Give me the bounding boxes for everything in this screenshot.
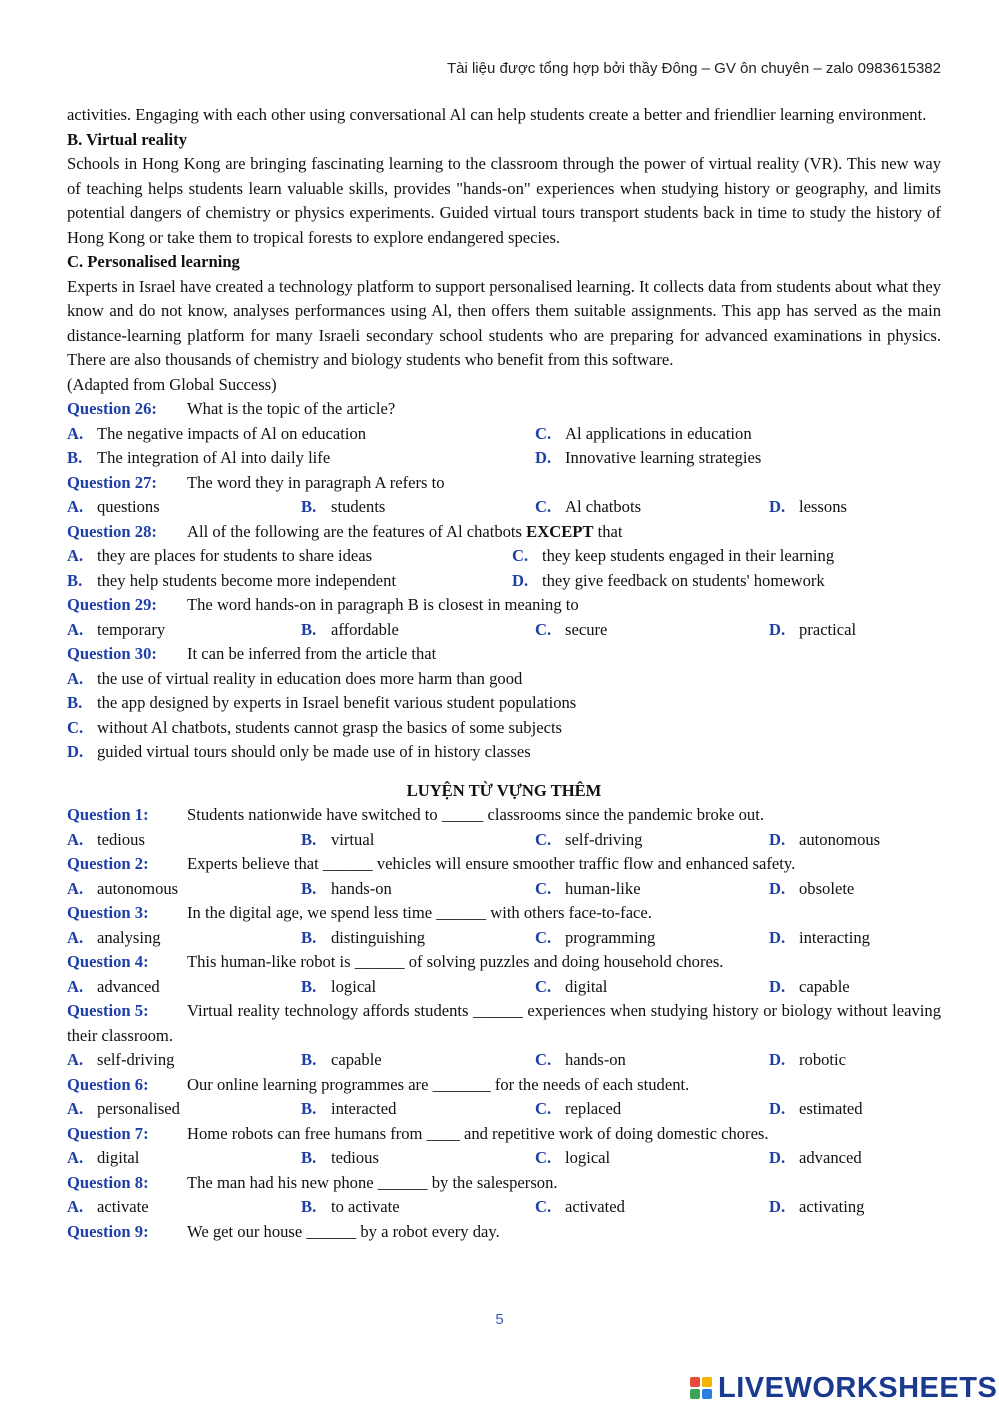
vocab-question-4 (67, 950, 941, 975)
document-body (67, 103, 941, 1244)
question-label: Question 7: (67, 1123, 149, 1143)
question-28 (67, 520, 941, 545)
question-text: The word hands-on in paragraph B is closest in meaning to (187, 595, 579, 614)
question-text: Experts believe that ______ vehicles will ensure smoother traffic flow and enhanced safety. (187, 854, 796, 873)
option-c[interactable]: C. digital (535, 976, 608, 996)
vocab-question-7 (67, 1122, 941, 1147)
option-a[interactable]: A. analysing (67, 927, 161, 947)
options-row (67, 828, 941, 853)
option-d[interactable]: D. activating (769, 1197, 865, 1216)
option-b[interactable]: B. distinguishing (301, 927, 426, 947)
option-b[interactable]: B. they help students become more independent (67, 570, 397, 590)
question-text: All of the following are the features of Al chatbots EXCEPT that (187, 521, 623, 541)
options-row (67, 975, 941, 1000)
option-b[interactable]: B. affordable (301, 619, 399, 639)
option-a[interactable]: A. temporary (67, 619, 166, 639)
option-d[interactable]: D. estimated (769, 1099, 863, 1118)
options-row (67, 926, 941, 951)
options-row (67, 1097, 941, 1122)
option-c[interactable]: C. Al applications in education (535, 423, 752, 443)
option-c[interactable]: C. replaced (535, 1099, 622, 1118)
paragraph-a-continued: activities. Engaging with each other using conversational Al can help students create a better and friendlier learning environment. (67, 105, 927, 124)
vocab-question-3 (67, 901, 941, 926)
option-a[interactable]: A. activate (67, 1197, 149, 1216)
question-29 (67, 593, 941, 618)
page-header: Tài liệu được tổng hợp bởi thầy Đông – GV ôn chuyên – zalo 0983615382 (446, 60, 941, 77)
option-b[interactable]: B. the app designed by experts in Israel benefit various student populations (67, 693, 577, 712)
emphasis-except: EXCEPT (526, 521, 594, 541)
question-label: Question 2: (67, 854, 149, 873)
logo-text: LIVEWORKSHEETS (718, 1372, 998, 1404)
question-label: Question 4: (67, 952, 149, 971)
option-c[interactable]: C. human-like (535, 878, 641, 898)
question-label: Question 26: (67, 399, 157, 418)
question-label: Question 9: (67, 1221, 149, 1241)
option-d[interactable]: D. interacting (769, 927, 870, 947)
option-a[interactable]: A. digital (67, 1148, 140, 1167)
option-d[interactable]: D. Innovative learning strategies (535, 448, 762, 467)
option-c[interactable]: C. programming (535, 927, 656, 947)
options-row (67, 1146, 941, 1171)
question-30 (67, 642, 941, 667)
option-c[interactable]: C. logical (535, 1148, 611, 1167)
options-row (67, 495, 941, 520)
question-label: Question 5: (67, 1001, 149, 1020)
question-text: What is the topic of the article? (187, 399, 396, 418)
option-b[interactable]: B. logical (301, 976, 377, 996)
option-a[interactable]: A. self-driving (67, 1050, 175, 1069)
question-label: Question 6: (67, 1074, 149, 1094)
vocab-question-2 (67, 852, 941, 877)
option-c[interactable]: C. activated (535, 1197, 625, 1216)
option-b[interactable]: B. capable (301, 1050, 382, 1069)
question-text: Home robots can free humans from ____ and repetitive work of doing domestic chores. (187, 1123, 769, 1143)
options-row (67, 569, 941, 594)
question-text: This human-like robot is ______ of solving puzzles and doing household chores. (187, 952, 724, 971)
liveworksheets-logo-icon (690, 1377, 714, 1401)
vocab-question-1 (67, 803, 941, 828)
option-a[interactable]: A. personalised (67, 1099, 180, 1118)
option-d[interactable]: D. practical (769, 619, 857, 639)
option-a[interactable]: A. advanced (67, 976, 160, 996)
vocab-question-9 (67, 1220, 941, 1245)
page-number: 5 (495, 1311, 504, 1328)
option-b[interactable]: B. tedious (301, 1148, 379, 1167)
section-c-text: Experts in Israel have created a technology platform to support personalised learning. It collects data from students about what they know and do not know, analyses performances using Al, then offers them suitable assignments. This app has served as the main distance-learning platform for many Israeli secondary school students who are preparing for advanced examinations in physics. There are also thousands of chemistry and biology students who benefit from this software. (67, 276, 941, 369)
question-text: Students nationwide have switched to _____ classrooms since the pandemic broke out. (187, 805, 764, 824)
options-row (67, 446, 941, 471)
question-text: In the digital age, we spend less time ______ with others face-to-face. (187, 903, 652, 922)
section-b-heading: B. Virtual reality (67, 129, 187, 149)
vocab-question-6 (67, 1073, 941, 1098)
options-row (67, 544, 941, 569)
question-label: Question 28: (67, 521, 157, 541)
question-label: Question 29: (67, 595, 157, 614)
question-27 (67, 471, 941, 496)
option-d[interactable]: D. guided virtual tours should only be made use of in history classes (67, 742, 531, 761)
source-note: (Adapted from Global Success) (67, 374, 277, 394)
option-d[interactable]: D. capable (769, 976, 850, 996)
question-label: Question 27: (67, 472, 157, 492)
question-text: The word they in paragraph A refers to (187, 472, 445, 492)
options-row (67, 422, 941, 447)
vocab-question-5 (67, 999, 941, 1048)
vocab-section-title: LUYỆN TỪ VỰNG THÊM (406, 780, 602, 800)
option-c[interactable]: C. hands-on (535, 1050, 626, 1069)
question-label: Question 1: (67, 805, 149, 824)
option-c[interactable]: C. without Al chatbots, students cannot grasp the basics of some subjects (67, 717, 563, 737)
question-text: Our online learning programmes are _______ for the needs of each student. (187, 1074, 690, 1094)
question-label: Question 30: (67, 644, 157, 663)
question-text: We get our house ______ by a robot every day. (187, 1221, 500, 1241)
option-c[interactable]: C. self-driving (535, 829, 643, 849)
option-d[interactable]: D. obsolete (769, 878, 855, 898)
option-a[interactable]: A. tedious (67, 829, 145, 849)
option-d[interactable]: D. they give feedback on students' homework (512, 570, 825, 590)
vocab-question-8 (67, 1171, 941, 1196)
question-label: Question 8: (67, 1172, 149, 1192)
option-a[interactable]: A. questions (67, 497, 160, 516)
question-label: Question 3: (67, 903, 149, 922)
options-row (67, 1195, 941, 1220)
question-text: Virtual reality technology affords students ______ experiences when studying history or biology without leaving their classroom. (67, 1001, 941, 1045)
question-text: The man had his new phone ______ by the salesperson. (187, 1172, 558, 1192)
options-row (67, 877, 941, 902)
option-d[interactable]: D. lessons (769, 497, 847, 516)
option-b[interactable]: B. to activate (301, 1197, 400, 1216)
option-d[interactable]: D. robotic (769, 1050, 847, 1069)
question-text: It can be inferred from the article that (187, 644, 437, 663)
option-b[interactable]: B. interacted (301, 1099, 397, 1118)
section-b-text: Schools in Hong Kong are bringing fascinating learning to the classroom through the power of virtual reality (VR). This new way of teaching helps students learn valuable skills, provides "hands-on" experiences when studying history or geography, and limits potential dangers of chemistry or physics experiments. Guided virtual tours transport students back in time to study the history of Hong Kong or take them to tropical forests to explore endangered species. (67, 154, 941, 247)
option-a[interactable]: A. they are places for students to share ideas (67, 546, 373, 565)
option-c[interactable]: C. secure (535, 619, 608, 639)
option-d[interactable]: D. advanced (769, 1148, 862, 1167)
question-26 (67, 397, 941, 422)
option-a[interactable]: A. The negative impacts of Al on education (67, 423, 367, 443)
option-c[interactable]: C. they keep students engaged in their learning (512, 546, 835, 565)
option-a[interactable]: A. the use of virtual reality in education does more harm than good (67, 668, 523, 688)
option-d[interactable]: D. autonomous (769, 829, 881, 849)
liveworksheets-logo (690, 1372, 997, 1405)
options-row (67, 618, 941, 643)
option-b[interactable]: B. The integration of Al into daily life (67, 448, 331, 467)
option-b[interactable]: B. students (301, 497, 386, 516)
options-row (67, 1048, 941, 1073)
section-c-heading: C. Personalised learning (67, 252, 240, 271)
option-b[interactable]: B. hands-on (301, 878, 392, 898)
option-b[interactable]: B. virtual (301, 829, 375, 849)
option-a[interactable]: A. autonomous (67, 878, 179, 898)
option-c[interactable]: C. Al chatbots (535, 497, 642, 516)
